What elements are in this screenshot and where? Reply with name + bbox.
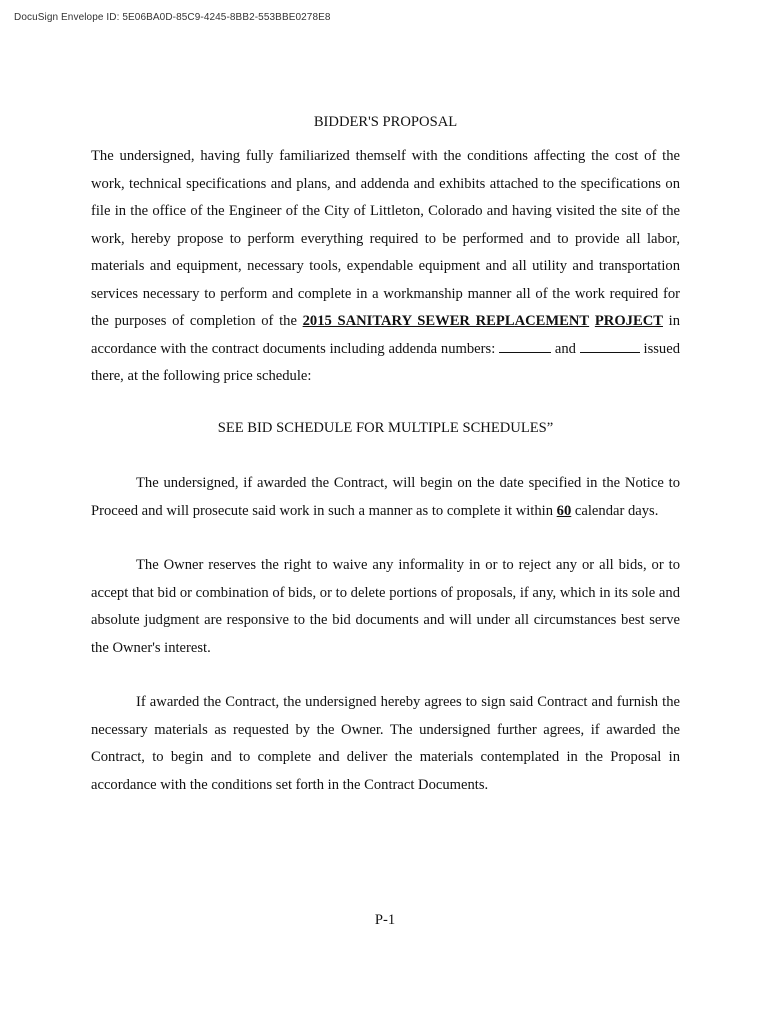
schedule-note: SEE BID SCHEDULE FOR MULTIPLE SCHEDULES” xyxy=(217,419,554,436)
contract-text-2: calendar days. xyxy=(571,502,659,519)
contract-text-1: The undersigned, if awarded the Contract, will begin on the date specified in the Notice to Proceed and will prosecute said work in such a manner as to complete it within xyxy=(91,475,680,519)
intro-paragraph xyxy=(91,143,680,391)
award-agreement-paragraph: If awarded the Contract, the undersigned hereby agrees to sign said Contract and furnish the necessary materials as requested by the Owner. The undersigned further agrees, if awarded the Contract, to begin and to complete and deliver the materials contemplated in the Proposal in accordance with the conditions set forth in the Contract Documents. xyxy=(91,694,680,793)
addendum-blank-2[interactable] xyxy=(580,338,640,353)
project-name: 2015 SANITARY SEWER REPLACEMENT xyxy=(302,313,590,329)
addendum-blank-1[interactable] xyxy=(499,338,551,353)
document-page xyxy=(91,110,680,799)
project-word: PROJECT xyxy=(594,313,663,329)
intro-text-and: and xyxy=(551,340,580,357)
contract-paragraph xyxy=(91,470,680,525)
calendar-days-value: 60 xyxy=(556,502,572,519)
owner-rights-paragraph: The Owner reserves the right to waive any informality in or to reject any or all bids, or to accept that bid or combination of bids, or to delete portions of proposals, if any, which in its sole and absolute judgment are responsive to the bid documents and will under all circumstances best serve the Owner's interest. xyxy=(91,557,680,656)
page-number: P-1 xyxy=(374,912,396,928)
docusign-envelope-id: DocuSign Envelope ID: 5E06BA0D-85C9-4245-8BB2-553BBE0278E8 xyxy=(14,12,331,23)
intro-text-3: issued there, at the following price schedule: xyxy=(91,340,680,384)
document-title: BIDDER'S PROPOSAL xyxy=(313,114,458,130)
intro-text-1: The undersigned, having fully familiarized themself with the conditions affecting the cost of the work, technical specifications and plans, and addenda and exhibits attached to the specifications on file in the office of the Engineer of the City of Littleton, Colorado and having visited the site of the work, hereby propose to perform everything required to be performed and to provide all labor, materials and equipment, necessary tools, expendable equipment and all utility and transportation services necessary to perform and complete in a workmanship manner all of the work required for the purposes of completion of the xyxy=(91,148,680,329)
intro-text-2: in accordance with the contract documents including addenda numbers: xyxy=(91,313,681,357)
